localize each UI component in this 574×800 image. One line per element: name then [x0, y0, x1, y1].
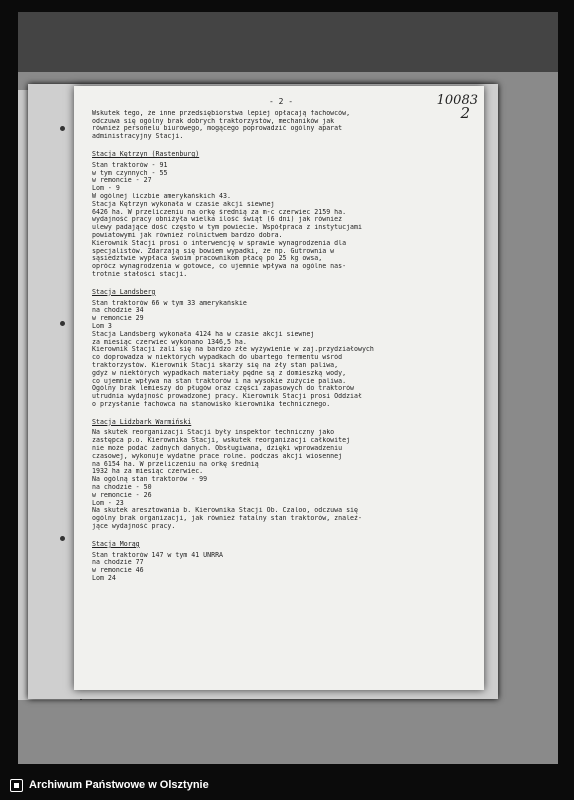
text-line: Stacja Kętrzyn wykonała w czasie akcji siewnej — [92, 200, 275, 208]
text-line: Stan traktorów 66 w tym 33 amerykańskie — [92, 299, 247, 307]
text-line: Lom 24 — [92, 575, 116, 583]
binder-hole — [60, 321, 65, 326]
text-line: czasowej, wykonuje wydatne prace rolne. podczas akcji wiosennej — [92, 452, 343, 460]
text-line: specjalistów. Zdarzają się bowiem wypadki, że np. Gutrownia w — [92, 247, 335, 255]
page-number: - 2 - — [268, 97, 294, 106]
text-line: na chodzie - 50 — [92, 484, 152, 492]
section-heading: Stacja Kętrzyn (Rastenburg) — [92, 149, 200, 158]
text-line: W ogólnej liczbie amerykańskich 43. — [92, 192, 231, 200]
station-section — [92, 151, 470, 279]
text-line: za miesiąc czerwiec wykonano 1346,5 ha. — [92, 338, 247, 346]
text-line: na 6154 ha. W przeliczeniu na orkę średnią — [92, 460, 259, 468]
text-line: Lom 3 — [92, 322, 112, 330]
archive-logo-icon — [10, 779, 23, 792]
text-line: w tym czynnych - 55 — [92, 169, 168, 177]
text-line: w remoncie 29 — [92, 315, 144, 323]
text-line: również personelu biurowego, mogącego poprowadzić ogólny aparat — [92, 125, 343, 133]
text-line: Na skutek aresztowania b. Kierownika Stacji Ob. Czaloo, odczuwa się — [92, 507, 358, 515]
archive-footer — [0, 770, 574, 800]
text-line: 6426 ha. W przeliczeniu na orkę średnią za m-c czerwiec 2159 ha. — [92, 208, 347, 216]
text-line: co doprowadza w niektórych wypadkach do ubartego fermentu wśród — [92, 354, 343, 362]
scan-background — [18, 12, 558, 764]
binder-hole — [60, 126, 65, 131]
archive-ref-number: 10083 — [436, 93, 478, 108]
archive-ref-sub: 2 — [460, 104, 470, 122]
text-line: trotnie stałości stacji. — [92, 270, 188, 278]
text-line: Kierownik Stacji prosi o interwencję w sprawie wynagrodzenia dla — [92, 239, 347, 247]
section-heading: Stacja Morąg — [92, 539, 140, 548]
binder-hole — [60, 536, 65, 541]
station-section — [92, 289, 470, 409]
text-line: odczuwa się ogólny brak dobrych traktorzystów, mechaników jak — [92, 117, 335, 125]
archive-name: Archiwum Państwowe w Olsztynie — [29, 779, 209, 791]
text-line: wydajność pracy obniżyła wielka ilość świąt (6 dni) jak również — [92, 216, 343, 224]
text-line: w remoncie - 26 — [92, 491, 152, 499]
text-line: co ujemnie wpływa na stan traktorów i na wysokie zużycie paliwa. — [92, 377, 347, 385]
text-line: 1932 ha za miesiąc czerwiec. — [92, 468, 204, 476]
text-line: jące wydajność pracy. — [92, 523, 176, 531]
text-line: w remoncie - 27 — [92, 177, 152, 185]
document-page — [74, 86, 484, 690]
text-line: nie może podać żadnych danych. Obsługiwana, dzięki wprowadzeniu — [92, 445, 343, 453]
text-line: administracyjny Stacji. — [92, 133, 184, 141]
text-line: Wskutek tego, że inne przedsiębiorstwa lepiej opłacają fachowców, — [92, 109, 351, 117]
text-line: sąsiedztwie wypłaca swoim pracownikom płacę po 25 kg owsa, — [92, 255, 323, 263]
text-line: w remoncie 46 — [92, 567, 144, 575]
text-line: zastępca p.o. Kierownika Stacji, wskutek reorganizacji całkowitej — [92, 437, 351, 445]
text-line: Kierownik Stacji żali się na bardzo złe wyżywienie w zaj.przydziałowych — [92, 346, 374, 354]
text-line: Na skutek reorganizacji Stacji były inspektor techniczny jako — [92, 429, 335, 437]
text-line: Lom - 23 — [92, 499, 124, 507]
text-line: utrudnia wydajność prowadzonej pracy. Kierownik Stacji prosi Oddział — [92, 393, 362, 401]
text-line: ulewy padające dość często w tym powiecie. Współpraca z instytucjami — [92, 224, 362, 232]
text-line: Stan traktorów - 91 — [92, 161, 168, 169]
text-line: Stan traktorów 147 w tym 41 UNRRA — [92, 551, 224, 559]
section-heading: Stacja Lidzbark Warmiński — [92, 417, 192, 426]
text-line: oprócz wynagrodzenia w gotowce, co ujemnie wpływa na ogólne nas- — [92, 263, 347, 271]
text-line: na chodzie 34 — [92, 307, 144, 315]
text-line: gdyż w niektórych wypadkach materiały pędne są z domieszką wody, — [92, 369, 347, 377]
text-line: traktorzystów. Kierownik Stacji skarży się na zły stan paliwa, — [92, 361, 339, 369]
text-line: Stacja Landsberg wykonała 4124 ha w czasie akcji siewnej — [92, 330, 315, 338]
text-line: Ogólny brak lemieszy do pługów oraz części zapasowych do traktorów — [92, 385, 355, 393]
text-line: powiatowymi jak również rolnictwem bardzo dobra. — [92, 231, 283, 239]
sections-container — [92, 151, 470, 583]
text-line: Lom - 9 — [92, 185, 120, 193]
text-line: na chodzie 77 — [92, 559, 144, 567]
text-line: ogólny brak organizacji, jak również fatalny stan traktorów, znaleź- — [92, 515, 362, 523]
section-heading: Stacja Landsberg — [92, 287, 156, 296]
station-section — [92, 541, 470, 583]
text-line: Na ogólną stan traktorów - 99 — [92, 476, 208, 484]
intro-paragraph — [92, 110, 470, 141]
text-line: o przysłanie fachowca na stanowisko kierownika technicznego. — [92, 400, 331, 408]
station-section — [92, 419, 470, 531]
